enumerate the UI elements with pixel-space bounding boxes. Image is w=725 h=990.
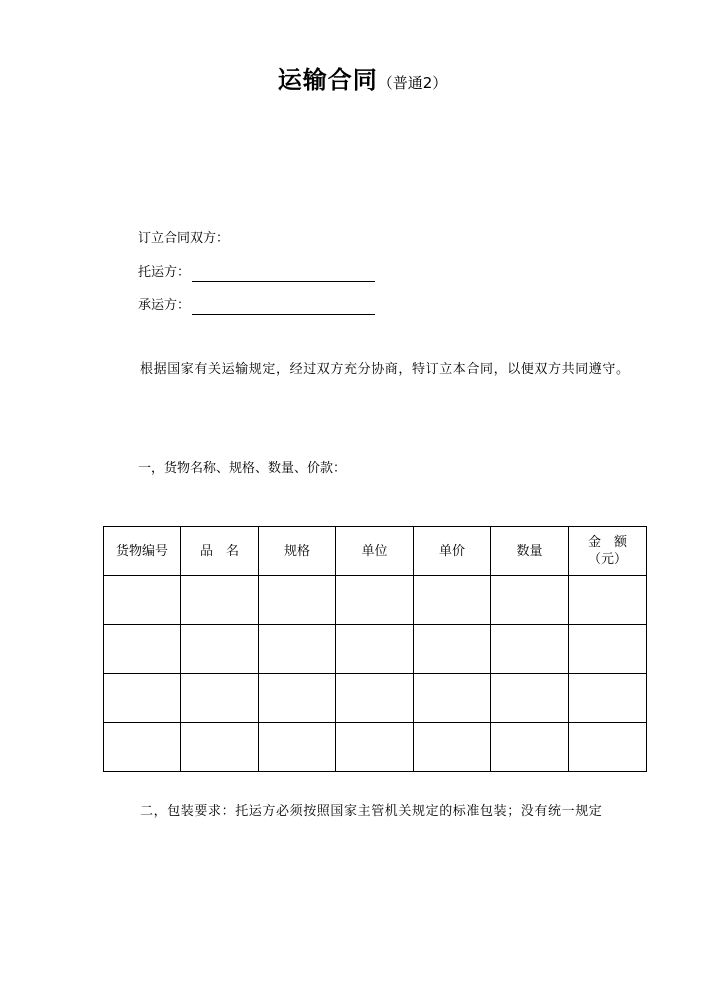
table-cell[interactable] [181,576,259,625]
table-cell[interactable] [104,674,181,723]
table-cell[interactable] [336,625,414,674]
goods-table [103,526,647,772]
table-cell[interactable] [104,723,181,772]
header-unit: 单位 [336,527,414,576]
header-unit-price: 单价 [414,527,491,576]
carrier-blank[interactable] [192,300,375,315]
shipper-blank[interactable] [192,267,375,282]
table-cell[interactable] [414,674,491,723]
table-cell[interactable] [336,576,414,625]
table-cell[interactable] [181,723,259,772]
carrier-label: 承运方： [138,298,191,313]
table-cell[interactable] [259,625,336,674]
table-cell[interactable] [336,723,414,772]
table-cell[interactable] [414,576,491,625]
table-cell[interactable] [259,723,336,772]
title-subtitle: （普通2） [377,74,448,92]
shipper-line [138,264,375,282]
header-amount-label: 金 额 [587,535,627,550]
table-cell[interactable] [491,625,569,674]
header-product-name: 品 名 [181,527,259,576]
table-row [104,723,647,772]
carrier-line [138,297,375,315]
table-cell[interactable] [414,625,491,674]
table-cell[interactable] [336,674,414,723]
shipper-label: 托运方： [138,265,191,280]
header-amount-unit: （元） [587,552,627,567]
table-cell[interactable] [491,674,569,723]
table-row [104,674,647,723]
table-cell[interactable] [181,625,259,674]
table-cell[interactable] [491,576,569,625]
section2-paragraph: 二，包装要求：托运方必须按照国家主管机关规定的标准包装；没有统一规定 [140,804,603,819]
table-cell[interactable] [104,576,181,625]
table-cell[interactable] [569,723,647,772]
parties-heading: 订立合同双方： [138,231,230,246]
table-cell[interactable] [569,576,647,625]
table-cell[interactable] [181,674,259,723]
table-cell[interactable] [259,576,336,625]
section1-heading: 一，货物名称、规格、数量、价款： [138,461,347,476]
header-spec: 规格 [259,527,336,576]
table-cell[interactable] [104,625,181,674]
preamble-paragraph: 根据国家有关运输规定，经过双方充分协商，特订立本合同，以便双方共同遵守。 [140,362,630,377]
header-quantity: 数量 [491,527,569,576]
table-cell[interactable] [491,723,569,772]
table-row [104,576,647,625]
table-header-row [104,527,647,576]
document-title [0,64,725,99]
header-item-no: 货物编号 [104,527,181,576]
table-cell[interactable] [569,674,647,723]
title-main: 运输合同 [277,66,378,94]
table-cell[interactable] [259,674,336,723]
table-cell[interactable] [414,723,491,772]
table-row [104,625,647,674]
table-cell[interactable] [569,625,647,674]
header-amount [569,527,647,576]
